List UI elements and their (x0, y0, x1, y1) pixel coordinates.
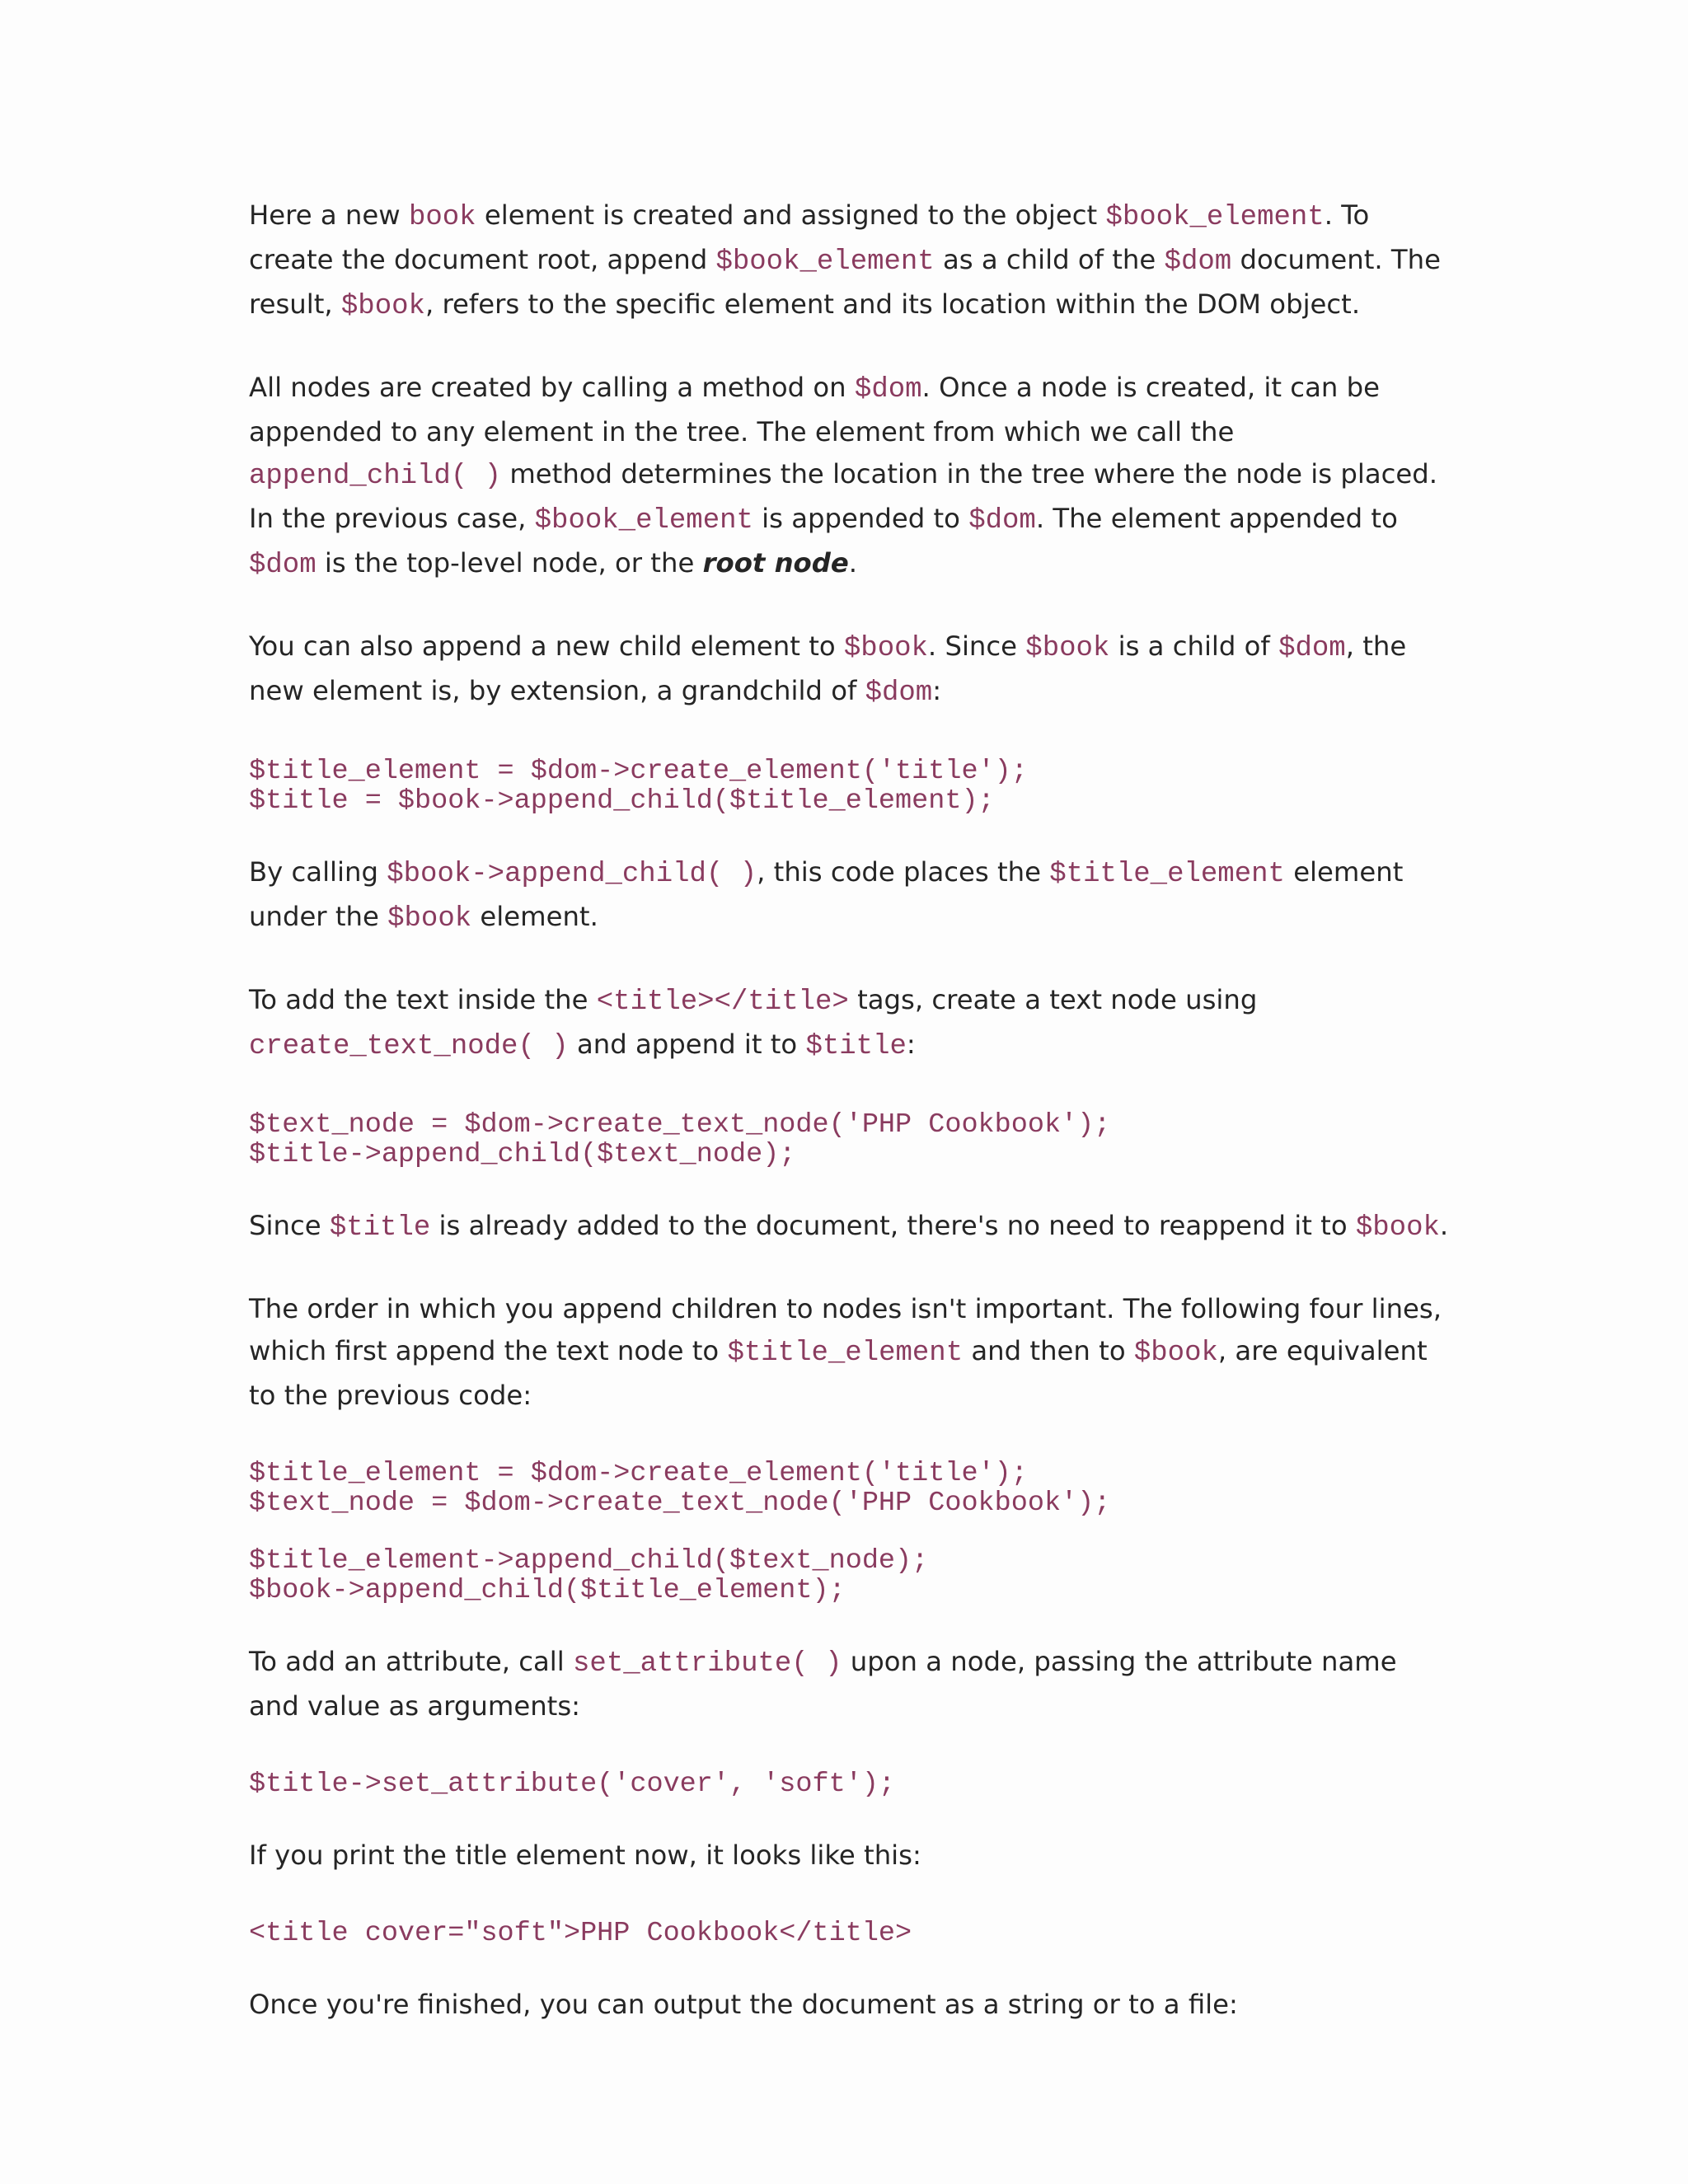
inline-code: $book_element (534, 505, 753, 537)
code-line: $title_element = $dom->create_element('title'); (249, 756, 1028, 787)
text-run: and then to (963, 1335, 1134, 1366)
paragraph-print-title (249, 1835, 1452, 1877)
code-line: $text_node = $dom->create_text_node('PHP Cookbook'); (249, 1488, 1111, 1519)
text-run: , refers to the specific element and its location within the DOM object. (424, 288, 1361, 320)
inline-code: $dom (1278, 633, 1346, 664)
spacer (249, 1518, 1688, 1546)
inline-code: $title_element (727, 1338, 964, 1369)
spacer (249, 1799, 1688, 1835)
spacer (249, 816, 1688, 851)
text-run: The order in which you append children to nodes isn't important. The following four lines, which first append the text node to (249, 1293, 1442, 1366)
inline-code: $dom (1164, 246, 1232, 278)
text-run: Since (249, 1210, 330, 1241)
text-run: To add an attribute, call (249, 1646, 574, 1677)
text-run: All nodes are created by calling a method on (249, 372, 855, 403)
inline-code: set_attribute( ) (573, 1648, 842, 1680)
text-run: tags, create a text node using (848, 984, 1258, 1015)
inline-code: $book (843, 633, 928, 664)
text-run: is appended to (753, 503, 969, 534)
text-run: is already added to the document, there's no need to reappend it to (430, 1210, 1356, 1241)
inline-code: $dom (968, 505, 1036, 537)
inline-code: $book (387, 903, 472, 935)
text-run: method determines the location in the tree where the node is placed. In the previous case, (249, 458, 1438, 534)
paragraph-attribute (249, 1641, 1452, 1727)
paragraph-grandchild (249, 626, 1452, 715)
spacer (249, 1605, 1688, 1641)
spacer (249, 1417, 1688, 1459)
text-run: , the new element is, by extension, a grandchild of (249, 630, 1407, 706)
text-run: . The element appended to (1035, 503, 1398, 534)
paragraph-order (249, 1288, 1452, 1417)
inline-code: $dom (865, 677, 933, 709)
code-line: <title cover="soft">PHP Cookbook</title> (249, 1918, 912, 1949)
inline-code: $dom (854, 374, 922, 405)
paragraph-text-node (249, 979, 1452, 1068)
spacer (249, 1727, 1688, 1769)
text-run: : (906, 1029, 916, 1060)
code-line: $title = $book->append_child($title_element); (249, 785, 995, 817)
emphasis-term: root node (702, 547, 849, 579)
paragraph-already-added (249, 1205, 1452, 1249)
text-run: , are equivalent to the previous code: (249, 1335, 1428, 1411)
spacer (249, 1169, 1688, 1205)
inline-code: $title (805, 1031, 907, 1062)
paragraph-nodes-created (249, 367, 1452, 587)
inline-code: $title_element (1049, 859, 1285, 890)
inline-code: $book (1133, 1338, 1218, 1369)
code-line: $title_element->append_child($text_node); (249, 1545, 929, 1577)
text-run: as a child of the (934, 244, 1165, 275)
text-run: . (1439, 1210, 1449, 1241)
text-run: If you print the title element now, it looks like this: (249, 1840, 921, 1871)
paragraph-calling-append (249, 851, 1452, 940)
text-run: Once you're finished, you can output the document as a string or to a file: (249, 1989, 1238, 2020)
inline-code: $book_element (715, 246, 935, 278)
spacer (249, 1948, 1688, 1984)
code-line: $title->append_child($text_node); (249, 1139, 796, 1170)
text-run: . To create the document root, append (249, 199, 1370, 275)
code-block (249, 757, 1688, 816)
text-run: To add the text inside the (249, 984, 597, 1015)
text-run: . Once a node is created, it can be appended to any element in the tree. The element from which we call the (249, 372, 1380, 448)
spacer (249, 587, 1688, 626)
inline-code: $dom (249, 550, 316, 581)
text-run: You can also append a new child element to (249, 630, 844, 662)
text-run: document. The result, (249, 244, 1441, 320)
text-run: and append it to (568, 1029, 806, 1060)
text-run: upon a node, passing the attribute name and value as arguments: (249, 1646, 1397, 1722)
spacer (249, 940, 1688, 979)
inline-code: append_child( ) (249, 461, 502, 492)
paragraph-book-element (249, 194, 1452, 328)
inline-code: $title (329, 1212, 431, 1244)
text-run: . Since (927, 630, 1026, 662)
inline-code: $book (1355, 1212, 1440, 1244)
inline-code: book (408, 202, 476, 233)
spacer (249, 1068, 1688, 1110)
text-run: Here a new (249, 199, 409, 231)
code-line: $text_node = $dom->create_text_node('PHP Cookbook'); (249, 1109, 1111, 1141)
code-line: $title->set_attribute('cover', 'soft'); (249, 1769, 896, 1800)
code-block (249, 1769, 1688, 1799)
inline-code: <title></title> (596, 987, 849, 1018)
spacer (249, 1249, 1688, 1288)
spacer (249, 1877, 1688, 1919)
text-run: . (848, 547, 858, 579)
spacer (249, 328, 1688, 367)
inline-code: $book (340, 291, 425, 322)
text-run: By calling (249, 856, 387, 888)
code-block (249, 1459, 1688, 1518)
code-line: $book->append_child($title_element); (249, 1575, 846, 1606)
text-run: element. (471, 901, 598, 932)
inline-code: create_text_node( ) (249, 1031, 569, 1062)
code-line: $title_element = $dom->create_element('title'); (249, 1458, 1028, 1489)
text-run: element under the (249, 856, 1404, 932)
code-block (249, 1546, 1688, 1605)
text-run: element is created and assigned to the object (476, 199, 1106, 231)
code-block (249, 1919, 1688, 1948)
text-run: is a child of (1109, 630, 1279, 662)
text-run: is the top-level node, or the (316, 547, 703, 579)
inline-code: $book (1025, 633, 1110, 664)
code-block (249, 1110, 1688, 1169)
inline-code: $book->append_child( ) (387, 859, 757, 890)
inline-code: $book_element (1105, 202, 1325, 233)
text-run: , this code places the (757, 856, 1050, 888)
spacer (249, 715, 1688, 757)
text-run: : (932, 675, 942, 706)
paragraph-output (249, 1984, 1452, 2026)
